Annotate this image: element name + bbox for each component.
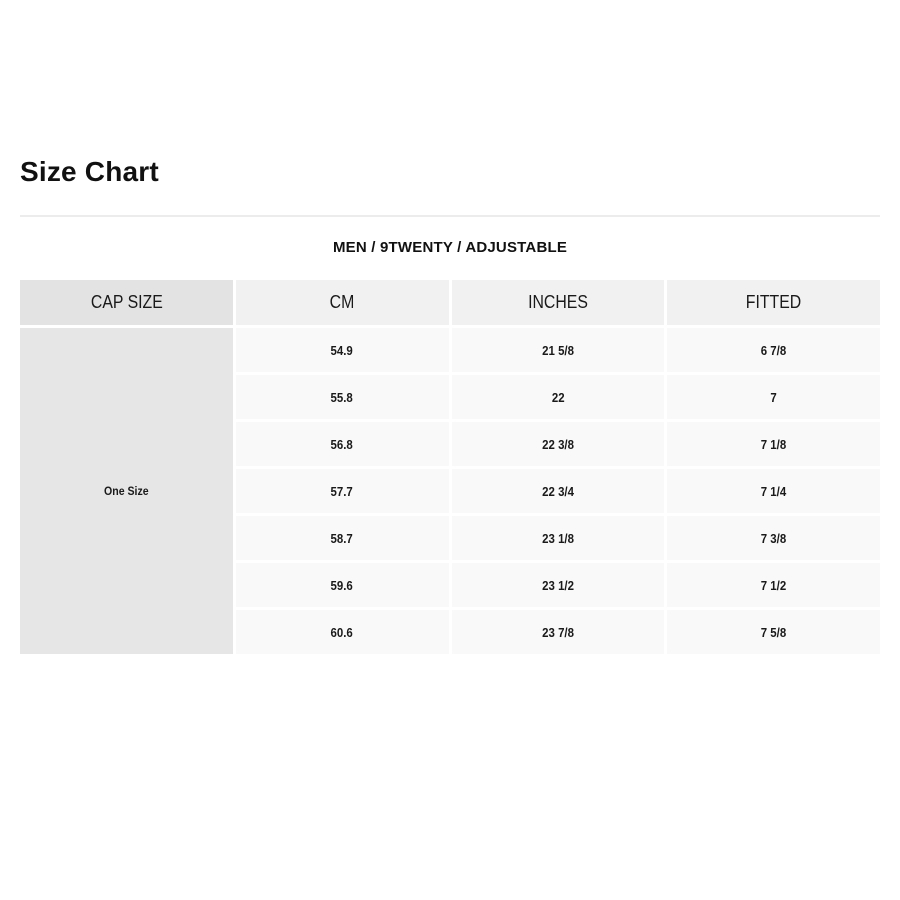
fitted-value: 7 1/2 xyxy=(760,577,787,593)
page-title: Size Chart xyxy=(20,156,159,187)
size-chart-table-body xyxy=(20,328,880,654)
cm-value-cell xyxy=(236,328,449,372)
column-header-fitted xyxy=(667,280,880,325)
cm-value: 58.7 xyxy=(330,530,354,546)
inches-value-cell xyxy=(452,422,665,466)
table-row xyxy=(20,328,880,372)
cm-value-cell xyxy=(236,610,449,654)
cm-value-cell xyxy=(236,375,449,419)
size-chart-table xyxy=(17,277,883,657)
fitted-value-cell xyxy=(667,422,880,466)
inches-value-cell xyxy=(452,563,665,607)
title-divider xyxy=(20,215,880,217)
column-header-cm xyxy=(236,280,449,325)
inches-value: 22 xyxy=(551,389,565,405)
column-header-fitted-label: FITTED xyxy=(745,292,802,312)
fitted-value-cell xyxy=(667,375,880,419)
column-header-cap-size-label: CAP SIZE xyxy=(90,292,163,312)
cm-value-cell xyxy=(236,563,449,607)
inches-value: 22 3/4 xyxy=(541,483,574,499)
inches-value-cell xyxy=(452,610,665,654)
cm-value: 59.6 xyxy=(330,577,354,593)
inches-value-cell xyxy=(452,516,665,560)
fitted-value: 6 7/8 xyxy=(760,342,787,358)
fitted-value-cell xyxy=(667,328,880,372)
fitted-value: 7 3/8 xyxy=(760,530,787,546)
fitted-value: 7 1/8 xyxy=(760,436,787,452)
inches-value-cell xyxy=(452,469,665,513)
inches-value: 22 3/8 xyxy=(541,436,574,452)
fitted-value-cell xyxy=(667,469,880,513)
inches-value: 23 1/8 xyxy=(541,530,574,546)
cm-value-cell xyxy=(236,516,449,560)
cm-value: 60.6 xyxy=(330,624,354,640)
inches-value-cell xyxy=(452,375,665,419)
cap-size-value-cell xyxy=(20,328,233,654)
column-header-inches-label: INCHES xyxy=(527,292,588,312)
size-chart-table-header xyxy=(20,280,880,325)
inches-value-cell xyxy=(452,328,665,372)
cm-value: 55.8 xyxy=(330,389,354,405)
inches-value: 23 7/8 xyxy=(541,624,574,640)
cm-value: 56.8 xyxy=(330,436,354,452)
inches-value: 21 5/8 xyxy=(541,342,574,358)
fitted-value: 7 5/8 xyxy=(760,624,787,640)
fitted-value-cell xyxy=(667,563,880,607)
fitted-value: 7 xyxy=(770,389,777,405)
fitted-value: 7 1/4 xyxy=(760,483,787,499)
cap-size-value: One Size xyxy=(104,484,149,498)
cm-value-cell xyxy=(236,469,449,513)
fitted-value-cell xyxy=(667,516,880,560)
fitted-value-cell xyxy=(667,610,880,654)
inches-value: 23 1/2 xyxy=(541,577,574,593)
column-header-cm-label: CM xyxy=(329,292,355,312)
cm-value: 57.7 xyxy=(330,483,354,499)
table-subtitle: MEN / 9TWENTY / ADJUSTABLE xyxy=(332,239,568,256)
header-row xyxy=(20,280,880,325)
cm-value-cell xyxy=(236,422,449,466)
column-header-cap-size xyxy=(20,280,233,325)
cm-value: 54.9 xyxy=(330,342,354,358)
column-header-inches xyxy=(452,280,665,325)
